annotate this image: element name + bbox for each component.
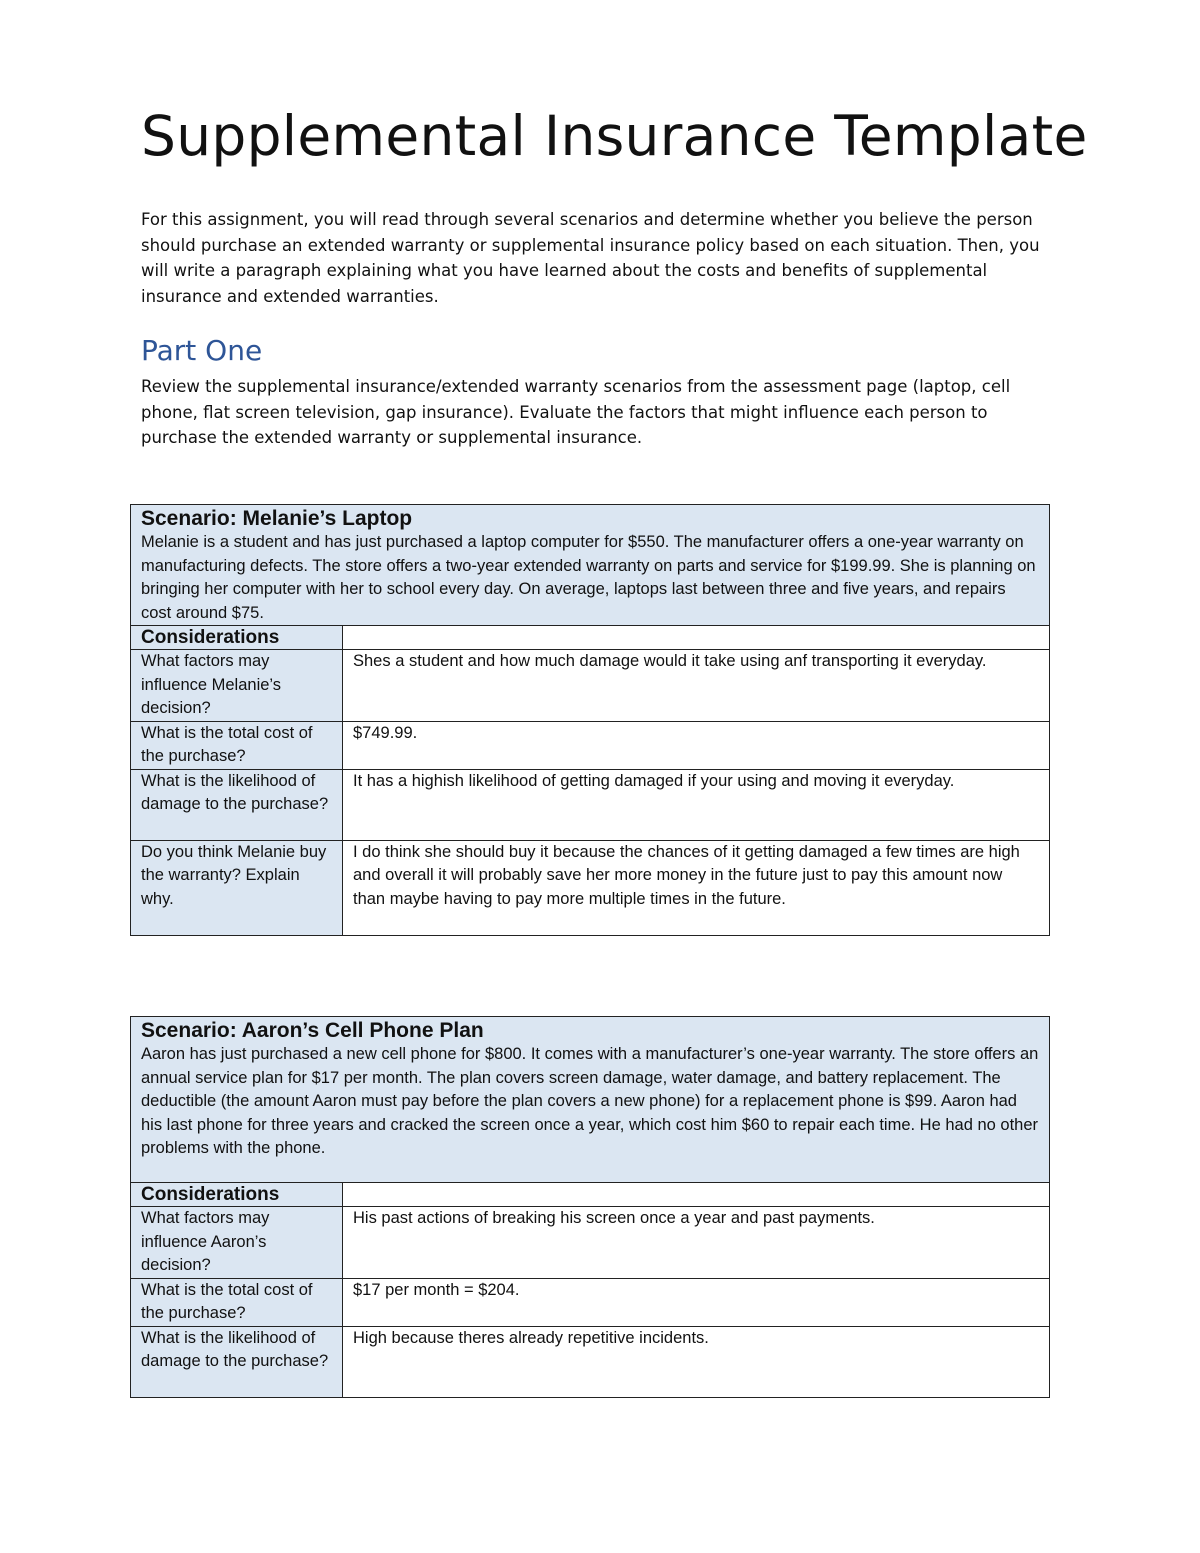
table-row: [131, 1326, 1050, 1397]
table-row: [131, 840, 1050, 935]
intro-paragraph: For this assignment, you will read through several scenarios and determine whether you believe the person should purchase an extended warranty or supplemental insurance policy based on each situation. Then, you will write a paragraph explaining what you have learned about the costs and benefits of supplemental insurance and extended warranties.: [141, 210, 1040, 306]
question-cell: What factors may influence Melanie’s decision?: [131, 650, 343, 722]
question-cell: What is the likelihood of damage to the purchase?: [131, 1326, 343, 1397]
answer-cell[interactable]: I do think she should buy it because the chances of it getting damaged a few times are high and overall it will probably save her more money in the future just to pay this amount now than maybe having to pay more multiple times in the future.: [343, 840, 1050, 935]
answer-cell[interactable]: $749.99.: [343, 721, 1050, 769]
answer-cell[interactable]: High because theres already repetitive incidents.: [343, 1326, 1050, 1397]
table-row: [131, 769, 1050, 840]
scenario-title: Scenario: Aaron’s Cell Phone Plan: [141, 1019, 484, 1042]
answer-cell[interactable]: Shes a student and how much damage would it take using anf transporting it everyday.: [343, 650, 1050, 722]
part-one-description: Review the supplemental insurance/extended warranty scenarios from the assessment page (laptop, cell phone, flat screen television, gap insurance). Evaluate the factors that might influence each person to purchase the extended warranty or supplemental insurance.: [141, 377, 1011, 448]
table-row: [131, 721, 1050, 769]
question-cell: What is the total cost of the purchase?: [131, 721, 343, 769]
question-cell: What is the likelihood of damage to the purchase?: [131, 769, 343, 840]
considerations-label: Considerations: [131, 1183, 343, 1207]
table-row: [131, 1278, 1050, 1326]
question-cell: What factors may influence Aaron’s decision?: [131, 1207, 343, 1279]
scenario-description: Aaron has just purchased a new cell phone for $800. It comes with a manufacturer’s one-year warranty. The store offers an annual service plan for $17 per month. The plan covers screen damage, water damage, and battery replacement. The deductible (the amount Aaron must pay before the plan covers a new phone) for a replacement phone is $99. Aaron had his last phone for three years and cracked the screen once a year, which cost him $60 to repair each time. He had no other problems with the phone.: [141, 1045, 1039, 1157]
scenario-table-aaron: [130, 1016, 1050, 1398]
scenario-description: Melanie is a student and has just purchased a laptop computer for $550. The manufacturer offers a one-year warranty on manufacturing defects. The store offers a two-year extended warranty on parts and service for $199.99. She is planning on bringing her computer with her to school every day. On average, laptops last between three and five years, and repairs cost around $75.: [141, 533, 1036, 622]
considerations-blank-cell[interactable]: [343, 626, 1050, 650]
document-title: Supplemental Insurance Template: [141, 104, 1088, 168]
answer-cell[interactable]: It has a highish likelihood of getting damaged if your using and moving it everyday.: [343, 769, 1050, 840]
answer-cell[interactable]: $17 per month = $204.: [343, 1278, 1050, 1326]
answer-cell[interactable]: His past actions of breaking his screen once a year and past payments.: [343, 1207, 1050, 1279]
question-cell: What is the total cost of the purchase?: [131, 1278, 343, 1326]
question-cell: Do you think Melanie buy the warranty? Explain why.: [131, 840, 343, 935]
scenario-header-cell: [131, 505, 1050, 626]
scenario-title: Scenario: Melanie’s Laptop: [141, 507, 413, 530]
part-one-heading: Part One: [141, 334, 263, 367]
considerations-label: Considerations: [131, 626, 343, 650]
table-row: [131, 1207, 1050, 1279]
considerations-blank-cell[interactable]: [343, 1183, 1050, 1207]
table-row: [131, 650, 1050, 722]
scenario-header-cell: [131, 1017, 1050, 1183]
scenario-table-melanie: [130, 504, 1050, 936]
